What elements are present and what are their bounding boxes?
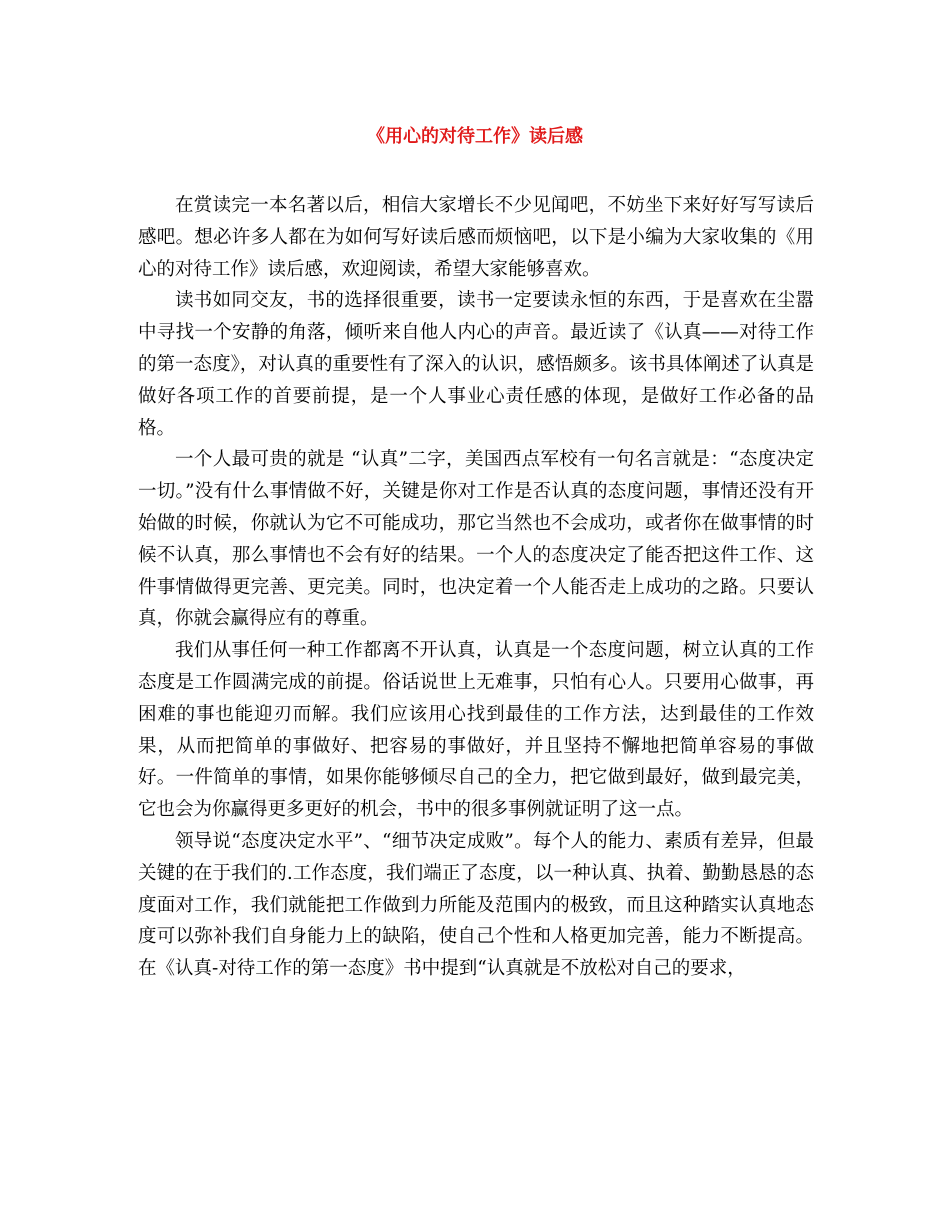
paragraph-3: 一个人最可贵的就是 “认真”二字，美国西点军校有一句名言就是：“态度决定一切。”没有什么事情做不好，关键是你对工作是否认真的态度问题，事情还没有开始做的时候，你就认为它不可能成功，那它当然也不会成功，或者你在做事情的时候不认真，那么事情也不会有好的结果。一个人的态度决定了能否把这件工作、这件事情做得更完善、更完美。同时，也决定着一个人能否走上成功的之路。只要认真，你就会赢得应有的尊重。 — [138, 449, 814, 630]
paragraph-4: 我们从事任何一种工作都离不开认真，认真是一个态度问题，树立认真的工作态度是工作圆满完成的前提。俗话说世上无难事，只怕有心人。只要用心做事，再困难的事也能迎刃而解。我们应该用心找到最佳的工作方法，达到最佳的工作效果，从而把简单的事做好、把容易的事做好，并且坚持不懈地把简单容易的事做好。一件简单的事情，如果你能够倾尽自己的全力，把它做到最好，做到最完美，它也会为你赢得更多更好的机会，书中的很多事例就证明了这一点。 — [138, 640, 814, 821]
document-title: 《用心的对待工作》读后感 — [367, 126, 583, 147]
paragraph-2: 读书如同交友，书的选择很重要，读书一定要读永恒的东西，于是喜欢在尘嚣中寻找一个安静的角落，倾听来自他人内心的声音。最近读了《认真——对待工作的第一态度》，对认真的重要性有了深入的认识，感悟颇多。该书具体阐述了认真是做好各项工作的首要前提，是一个人事业心责任感的体现，是做好工作必备的品格。 — [138, 290, 814, 439]
document-body — [138, 190, 814, 985]
paragraph-1: 在赏读完一本名著以后，相信大家增长不少见闻吧，不妨坐下来好好写写读后感吧。想必许多人都在为如何写好读后感而烦恼吧，以下是小编为大家收集的《用心的对待工作》读后感，欢迎阅读，希望大家能够喜欢。 — [138, 195, 814, 280]
paragraph-5: 领导说“态度决定水平”、“细节决定成败”。每个人的能力、素质有差异，但最关键的在于我们的.工作态度，我们端正了态度，以一种认真、执着、勤勤恳恳的态度面对工作，我们就能把工作做到力所能及范围内的极致，而且这种踏实认真地态度可以弥补我们自身能力上的缺陷，使自己个性和人格更加完善，能力不断提高。在《认真-对待工作的第一态度》书中提到“认真就是不放松对自己的要求， — [138, 830, 814, 980]
